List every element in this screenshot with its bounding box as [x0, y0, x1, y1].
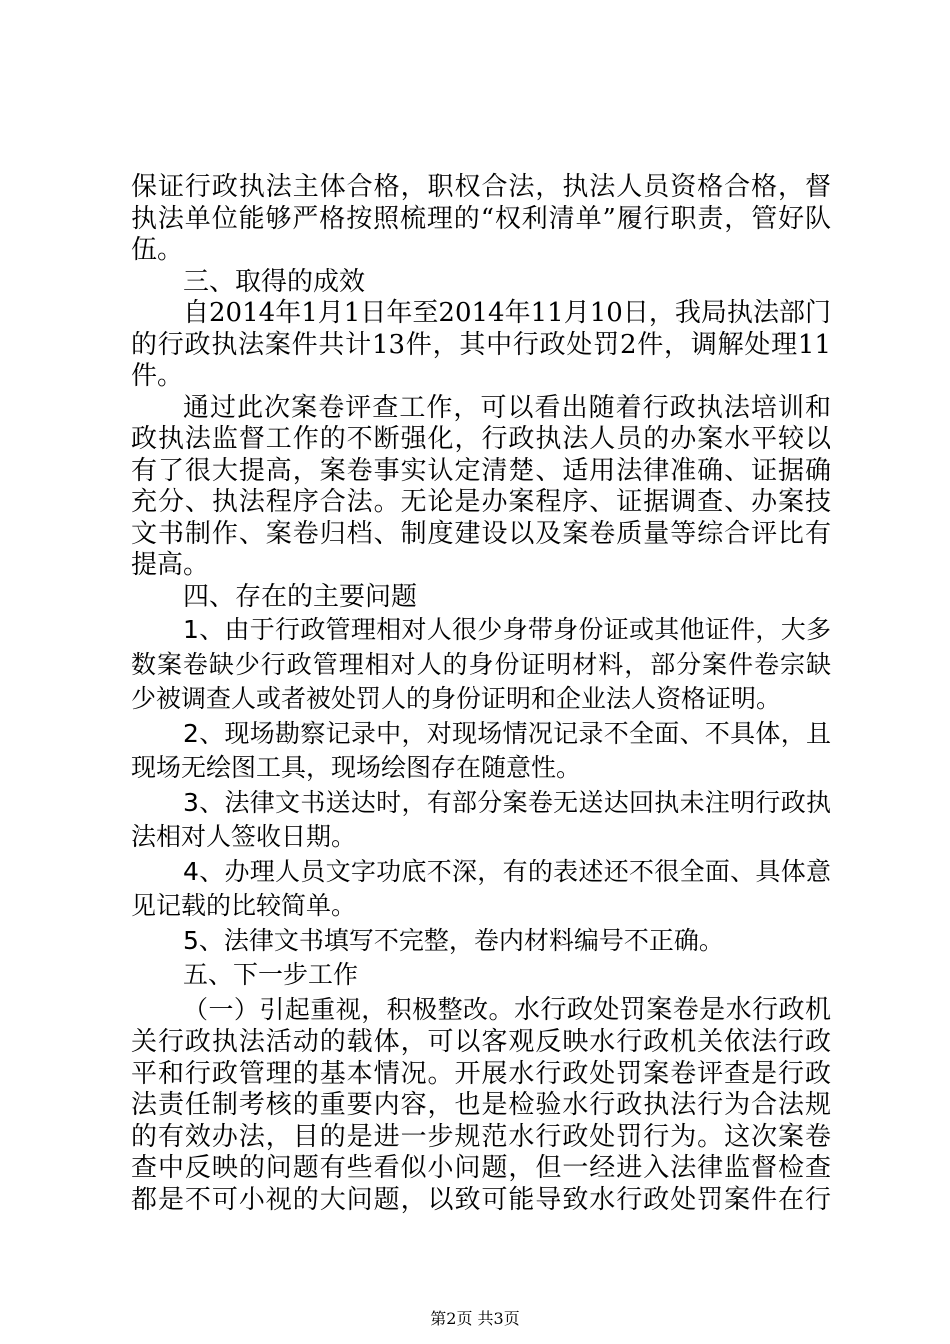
text-line: 件。	[131, 361, 184, 391]
text-line: 保证行政执法主体合格，职权合法，执法人员资格合格，督	[131, 172, 831, 202]
text-line: 见记载的比较简单。	[131, 891, 357, 920]
text-line: 都是不可小视的大问题，以致可能导致水行政处罚案件在行	[131, 1184, 831, 1215]
text-run: 水行政处罚案卷是水行政机	[513, 994, 831, 1025]
text-line: 法责任制考核的重要内容，也是检验水行政执法行为合法规	[131, 1090, 831, 1120]
page-number-footer: 第2页 共3页	[430, 1309, 520, 1328]
text-line: 5、法律文书填写不完整，卷内材料编号不正确。	[183, 925, 724, 955]
text-line: 3、法律文书送达时，有部分案卷无送达回执未注明行政执	[183, 787, 831, 817]
text-line: 的行政执法案件共计13件，其中行政处罚2件，调解处理11	[131, 329, 831, 360]
text-line: 2、现场勘察记录中，对现场情况记录不全面、不具体，且	[183, 718, 831, 748]
text-line: 执法单位能够严格按照梳理的“权利清单”履行职责，管好队	[131, 203, 831, 234]
text-line: 法相对人签收日期。	[131, 822, 357, 851]
text-line: 现场无绘图工具，现场绘图存在随意性。	[131, 753, 582, 782]
text-line: 查中反映的问题有些看似小问题，但一经进入法律监督检查	[131, 1153, 831, 1183]
text-line: 1、由于行政管理相对人很少身带身份证或其他证件，大多	[183, 615, 831, 644]
text-line: 平和行政管理的基本情况。开展水行政处罚案卷评查是行政	[131, 1058, 831, 1089]
text-line: 文书制作、案卷归档、制度建设以及案卷质量等综合评比有	[131, 518, 831, 549]
text-line: 伍。	[131, 235, 184, 265]
document-body	[131, 172, 831, 1216]
text-line: 的有效办法，目的是进一步规范水行政处罚行为。这次案卷	[131, 1121, 831, 1152]
text-line: 4、办理人员文字功底不深，有的表述还不很全面、具体意	[183, 856, 831, 886]
text-line: 提高。	[131, 550, 210, 580]
text-line: 政执法监督工作的不断强化，行政执法人员的办案水平较以	[131, 424, 831, 454]
section-heading: 三、取得的成效	[183, 266, 366, 297]
text-line: 自2014年1月1日年至2014年11月10日，我局执法部门	[183, 298, 831, 328]
text-line: 充分、执法程序合法。无论是办案程序、证据调查、办案技	[131, 487, 831, 517]
text-line: 通过此次案卷评查工作，可以看出随着行政执法培训和	[183, 392, 831, 423]
text-line: 少被调查人或者被处罚人的身份证明和企业法人资格证明。	[131, 684, 782, 713]
text-line: 有了很大提高，案卷事实认定清楚、适用法律准确、证据确	[131, 455, 831, 486]
section-heading: 四、存在的主要问题	[183, 581, 418, 612]
subsection-heading: （一）引起重视，积极整改。	[183, 994, 514, 1024]
text-line: 关行政执法活动的载体，可以客观反映水行政机关依法行政	[131, 1027, 831, 1057]
text-line: 数案卷缺少行政管理相对人的身份证明材料，部分案件卷宗缺	[131, 649, 831, 679]
section-heading: 五、下一步工作	[183, 960, 359, 989]
text-line	[131, 993, 831, 1028]
